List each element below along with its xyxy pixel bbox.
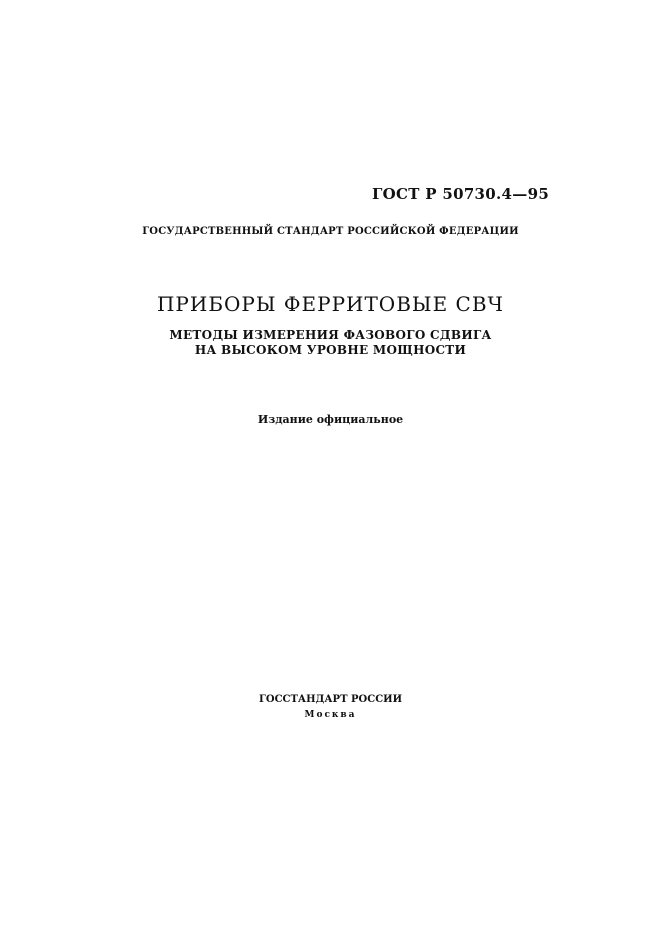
organization-line: ГОСУДАРСТВЕННЫЙ СТАНДАРТ РОССИЙСКОЙ ФЕДЕРАЦИИ: [142, 226, 519, 237]
subtitle-line-1: МЕТОДЫ ИЗМЕРЕНИЯ ФАЗОВОГО СДВИГА: [169, 328, 492, 342]
publisher: ГОССТАНДАРТ РОССИИ: [258, 694, 403, 705]
subtitle-line-2: НА ВЫСОКОМ УРОВНЕ МОЩНОСТИ: [194, 343, 467, 357]
edition-note: Издание официальное: [257, 413, 404, 426]
standard-number: ГОСТ Р 50730.4—95: [372, 185, 550, 203]
publication-city: Москва: [304, 710, 357, 720]
document-title: ПРИБОРЫ ФЕРРИТОВЫЕ СВЧ: [156, 292, 504, 316]
